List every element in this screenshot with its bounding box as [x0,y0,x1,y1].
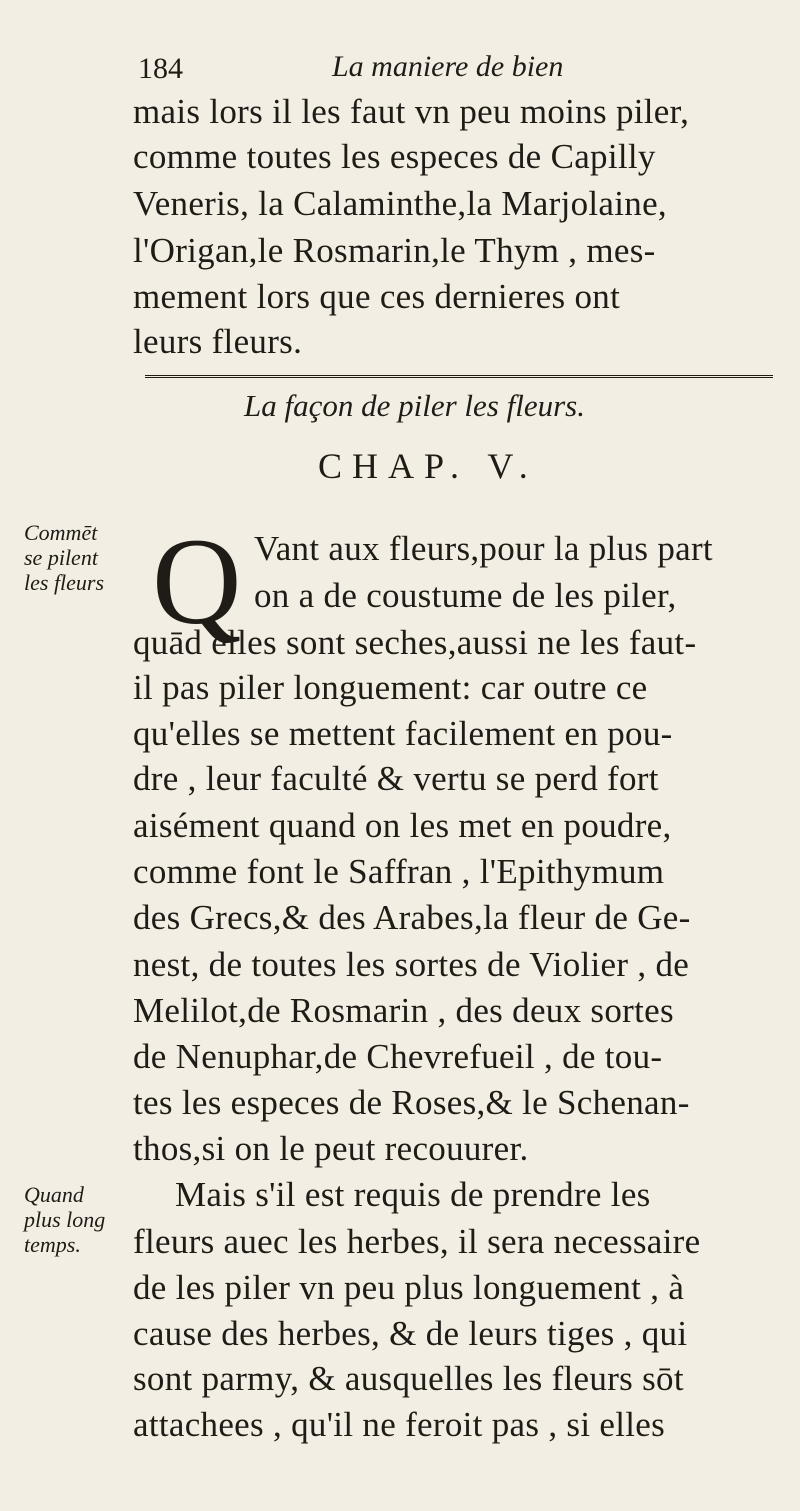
text-line: Vant aux fleurs,pour la plus part [254,529,713,568]
text-line: quād elles sont seches,aussi ne les faut- [133,623,697,662]
chapter-heading: CHAP. V. [318,446,538,486]
text-line: il pas piler longuement: car outre ce [133,668,648,707]
text-line: aisément quand on les met en poudre, [133,806,672,845]
text-line: Veneris, la Calaminthe,la Marjolaine, [133,184,667,223]
text-line: Mais s'il est requis de prendre les [175,1175,651,1214]
margin-note: Commēt se pilent les fleurs [24,520,105,595]
text-line: mement lors que ces dernieres ont [133,277,621,316]
text-line: attachees , qu'il ne feroit pas , si elles [133,1405,666,1444]
text-line: leurs fleurs. [133,322,303,361]
text-line: cause des herbes, & de leurs tiges , qui [133,1314,688,1353]
text-line: Melilot,de Rosmarin , des deux sortes [133,991,674,1030]
text-line: de Nenuphar,de Chevrefueil , de tou- [133,1037,663,1076]
text-line: dre , leur faculté & vertu se perd fort [133,759,659,798]
text-line: l'Origan,le Rosmarin,le Thym , mes- [133,231,656,270]
text-line: fleurs auec les herbes, il sera necessaire [133,1222,701,1261]
text-line: qu'elles se mettent facilement en pou- [133,714,673,753]
text-line: mais lors il les faut vn peu moins piler, [133,92,690,131]
drop-cap: Q [152,513,242,650]
text-line: de les piler vn peu plus longuement , à [133,1268,685,1307]
page-header [138,48,758,88]
margin-note: Quand plus long temps. [24,1182,106,1257]
section-title: La façon de piler les fleurs. [244,388,585,423]
text-line: nest, de toutes les sortes de Violier , de [133,945,690,984]
running-head: La maniere de bien [332,50,564,83]
page-number: 184 [138,52,183,85]
text-line: des Grecs,& des Arabes,la fleur de Ge- [133,898,691,937]
section-divider [145,375,773,378]
text-line: thos,si on le peut recouurer. [133,1129,529,1168]
text-line: comme font le Saffran , l'Epithymum [133,852,665,891]
text-line: sont parmy, & ausquelles les fleurs sōt [133,1359,684,1398]
text-line: tes les especes de Roses,& le Schenan- [133,1083,690,1122]
text-line: on a de coustume de les piler, [254,576,677,615]
text-line: comme toutes les especes de Capilly [133,137,656,176]
